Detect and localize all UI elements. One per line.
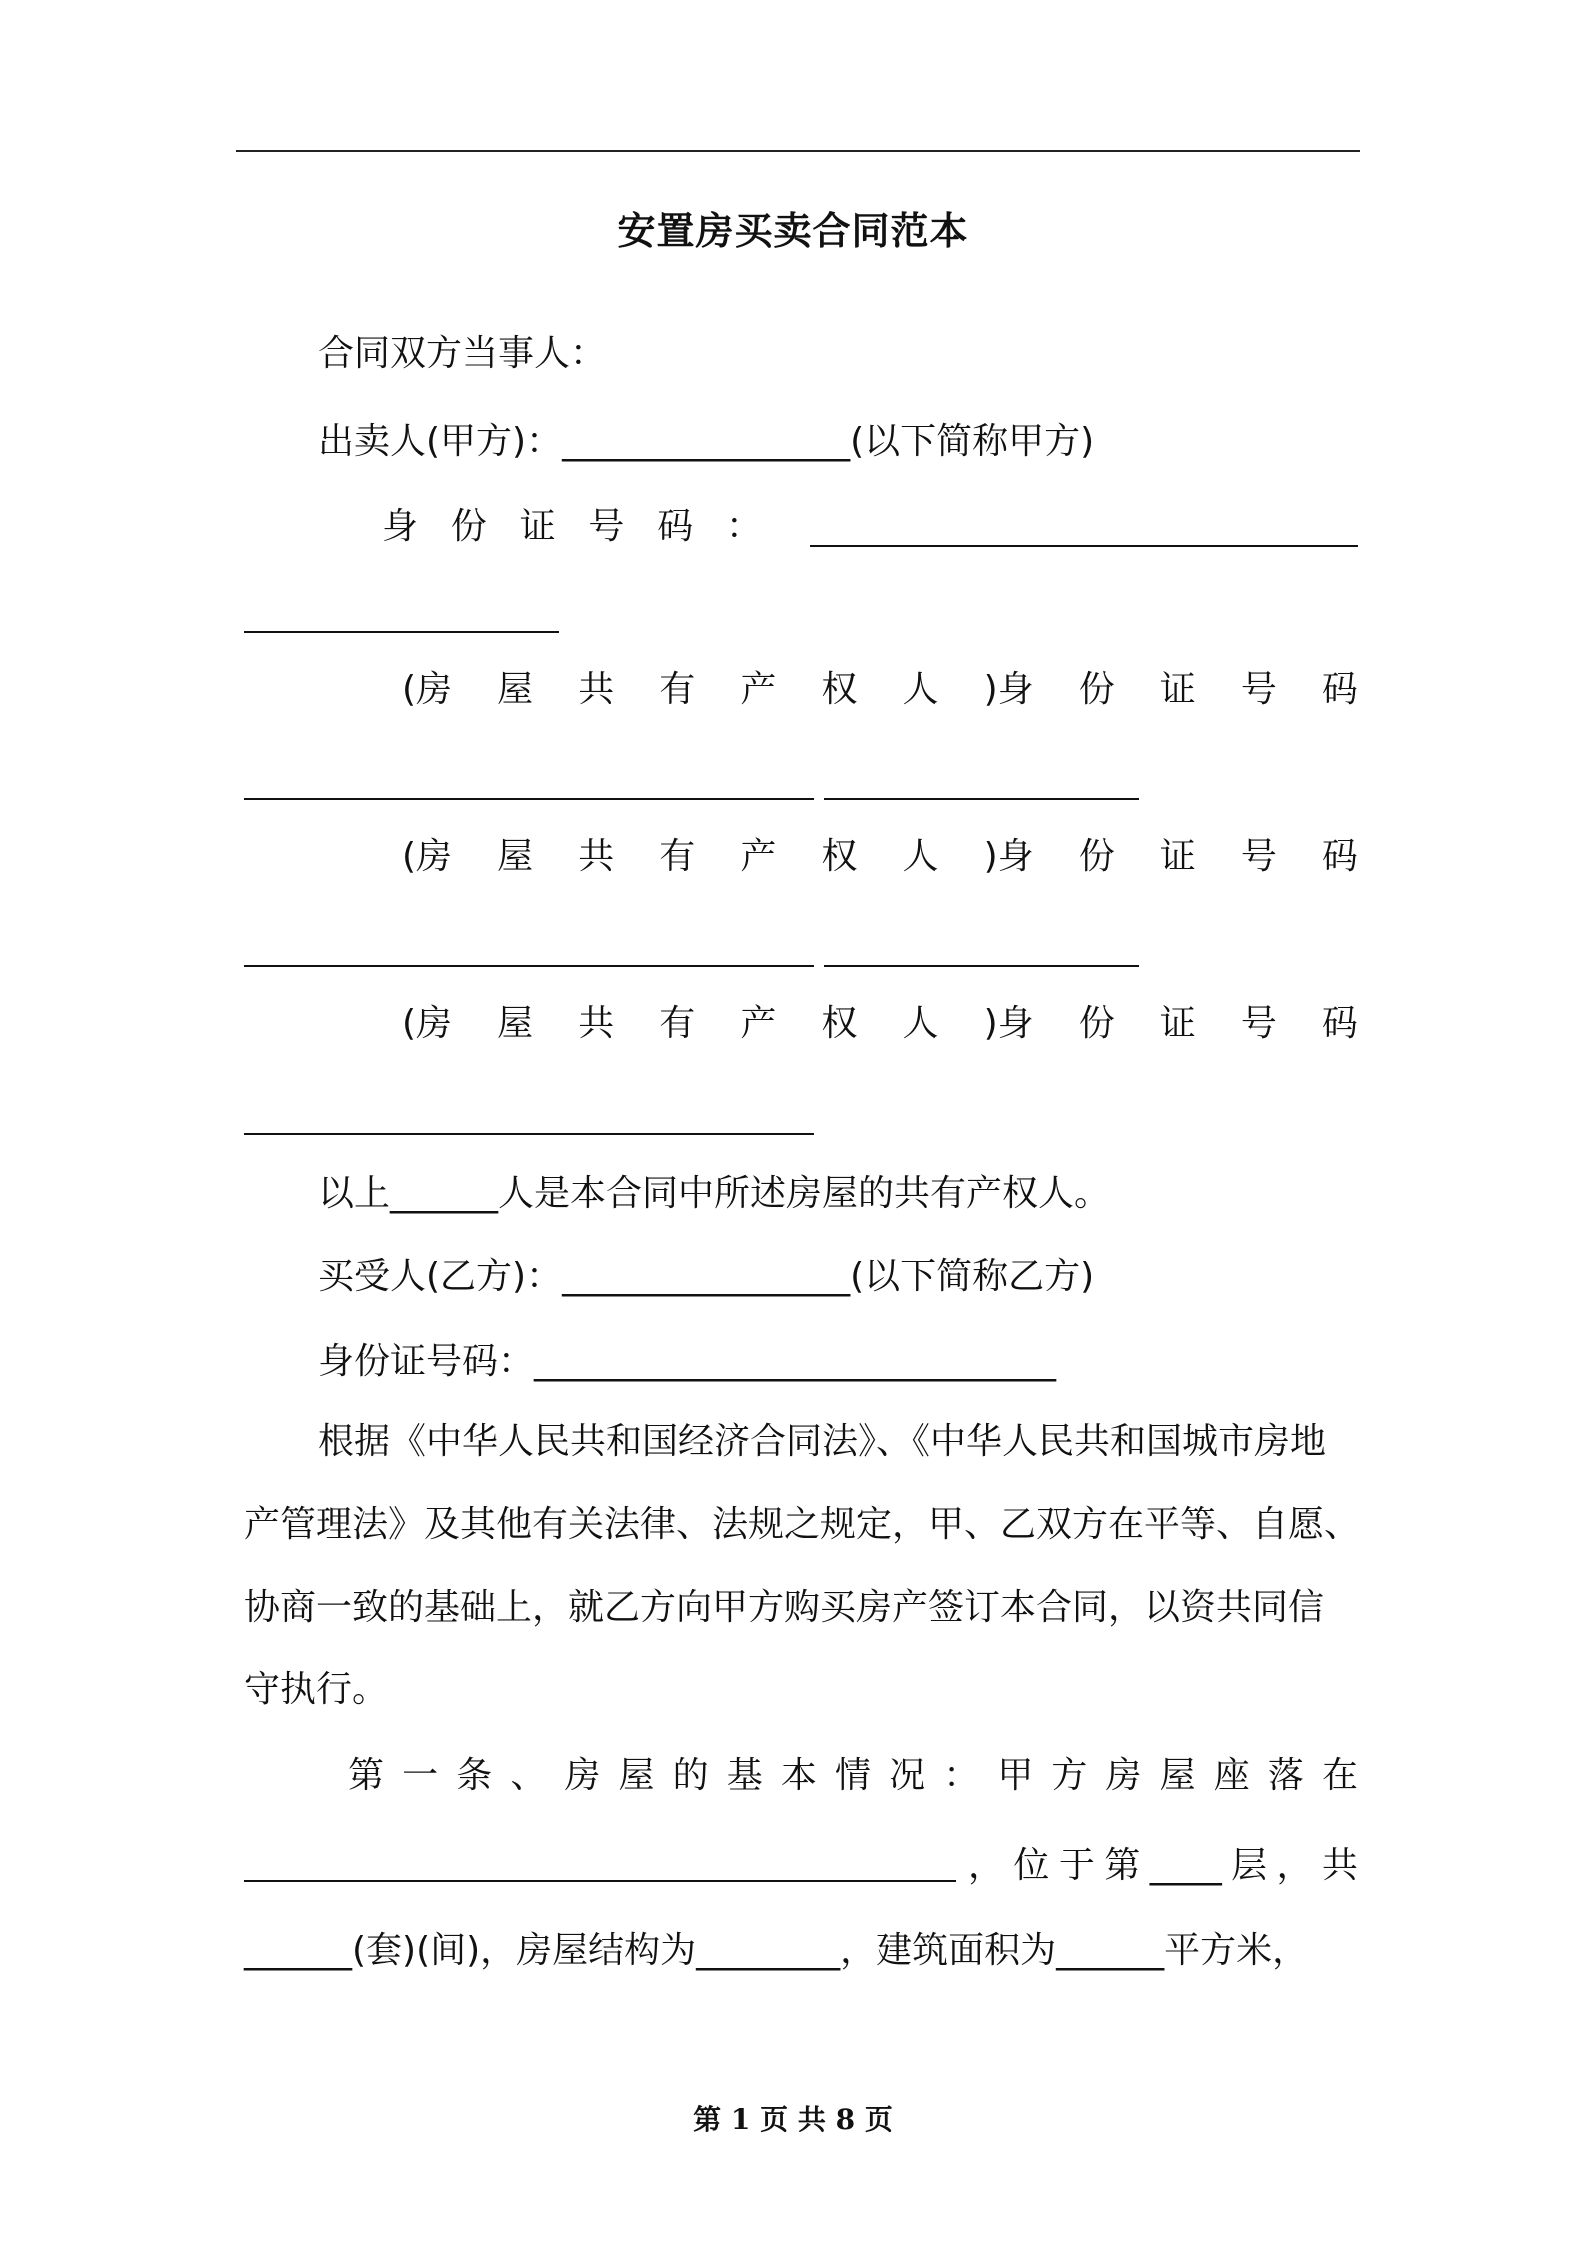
article-1-char: 条	[456, 1755, 493, 1796]
co-owner-id-char: 权	[821, 836, 858, 877]
article-1-floor-char: 共	[1321, 1845, 1358, 1886]
document-title: 安置房买卖合同范本	[617, 209, 969, 253]
article-1-char: 、	[510, 1755, 547, 1796]
parties-heading: 合同双方当事人：	[318, 333, 607, 374]
seller-line: 出卖人(甲方)：________________(以下简称甲方)	[318, 421, 1095, 462]
co-owner-id-char: )身	[983, 1003, 1034, 1044]
co-owner-id-label	[402, 1000, 1358, 1048]
co-owner-id-char: )身	[983, 669, 1034, 710]
co-owner-id-char: 有	[659, 669, 696, 710]
co-owner-id-char: 份	[1078, 836, 1115, 877]
co-owner-id-char: 屋	[497, 669, 534, 710]
article-1-floor-char: ，	[1276, 1845, 1313, 1886]
article-1-structure-line: ______(套)(间)，房屋结构为________，建筑面积为______平方米，	[244, 1930, 1309, 1971]
co-owner-id-char: 号	[1240, 669, 1277, 710]
co-owner-id-char: 有	[659, 836, 696, 877]
co-owner-id-char: 共	[578, 669, 615, 710]
article-1-char: 况	[889, 1755, 926, 1796]
co-owner-id-char: 号	[1240, 836, 1277, 877]
preamble-line: 产管理法》及其他有关法律、法规之规定，甲、乙双方在平等、自愿、	[244, 1504, 1361, 1545]
co-owner-id-label	[402, 833, 1358, 881]
article-1-char: ：	[943, 1755, 980, 1796]
co-owner-id-char: 码	[1321, 836, 1358, 877]
seller-id-char: 身	[382, 506, 419, 547]
location-blank	[244, 1880, 956, 1882]
co-owner-id-blank-cont	[824, 965, 1139, 967]
header-rule	[236, 150, 1360, 152]
buyer-id-line: 身份证号码：_____________________________	[318, 1341, 1057, 1382]
co-owner-id-char: 权	[821, 1003, 858, 1044]
article-1-char: 方	[1051, 1755, 1088, 1796]
seller-id-char: 份	[450, 506, 487, 547]
co-owner-id-char: (房	[402, 1003, 453, 1044]
article-1-floor-char: 第	[1104, 1845, 1141, 1886]
preamble-line: 守执行。	[244, 1669, 389, 1710]
co-owner-id-char: 屋	[497, 1003, 534, 1044]
co-owner-id-char: 产	[740, 1003, 777, 1044]
article-1-char: 的	[672, 1755, 709, 1796]
article-1-char: 基	[726, 1755, 763, 1796]
co-owner-id-char: 码	[1321, 1003, 1358, 1044]
co-owner-id-blank	[244, 965, 814, 967]
article-1-char: 第	[348, 1755, 385, 1796]
co-owner-id-label	[402, 666, 1358, 714]
co-owner-id-char: 人	[902, 836, 939, 877]
article-1-char: 屋	[618, 1755, 655, 1796]
co-owner-id-char: 共	[578, 836, 615, 877]
preamble-line: 协商一致的基础上，就乙方向甲方购买房产签订本合同，以资共同信	[244, 1587, 1325, 1628]
co-owner-id-char: (房	[402, 669, 453, 710]
seller-id-label	[382, 503, 762, 551]
co-owners-statement: 以上______人是本合同中所述房屋的共有产权人。	[318, 1173, 1111, 1214]
article-1-floor-char: 于	[1058, 1845, 1095, 1886]
article-1-char: 情	[834, 1755, 871, 1796]
co-owner-id-char: 屋	[497, 836, 534, 877]
co-owner-id-char: 份	[1078, 669, 1115, 710]
article-1-floor-char: 层	[1231, 1845, 1268, 1886]
co-owner-id-char: )身	[983, 836, 1034, 877]
seller-id-char: ：	[725, 506, 762, 547]
article-1-char: 座	[1213, 1755, 1250, 1796]
co-owner-id-char: 证	[1159, 1003, 1196, 1044]
co-owner-id-char: 权	[821, 669, 858, 710]
article-1-char: 在	[1321, 1755, 1358, 1796]
co-owner-id-blank-cont	[824, 798, 1139, 800]
article-1-char: 房	[564, 1755, 601, 1796]
buyer-line: 买受人(乙方)：________________(以下简称乙方)	[318, 1256, 1095, 1297]
seller-id-blank	[810, 545, 1358, 547]
co-owner-id-char: 证	[1159, 836, 1196, 877]
article-1-char: 甲	[997, 1755, 1034, 1796]
article-1-floor-char: ，	[968, 1845, 1005, 1886]
article-1-floor-char: ____	[1149, 1845, 1222, 1886]
seller-id-char: 证	[519, 506, 556, 547]
co-owner-id-char: 号	[1240, 1003, 1277, 1044]
article-1-char: 落	[1267, 1755, 1304, 1796]
article-1-char: 一	[402, 1755, 439, 1796]
co-owner-id-char: 产	[740, 669, 777, 710]
co-owner-id-char: 共	[578, 1003, 615, 1044]
preamble-line: 根据《中华人民共和国经济合同法》、《中华人民共和国城市房地	[318, 1421, 1327, 1462]
co-owner-id-char: 人	[902, 1003, 939, 1044]
co-owner-id-char: 份	[1078, 1003, 1115, 1044]
co-owner-id-blank	[244, 1133, 814, 1135]
seller-id-char: 码	[657, 506, 694, 547]
article-1-char: 屋	[1159, 1755, 1196, 1796]
co-owner-id-char: 有	[659, 1003, 696, 1044]
co-owner-id-char: 码	[1321, 669, 1358, 710]
co-owner-id-char: 人	[902, 669, 939, 710]
co-owner-id-char: 产	[740, 836, 777, 877]
seller-id-char: 号	[588, 506, 625, 547]
co-owner-id-char: 证	[1159, 669, 1196, 710]
page-indicator: 第 1 页 共 8 页	[693, 2103, 893, 2136]
article-1-floor-char: 位	[1013, 1845, 1050, 1886]
co-owner-id-blank	[244, 798, 814, 800]
seller-id-blank-cont	[244, 631, 559, 633]
article-1-floor-line	[968, 1842, 1358, 1890]
article-1-heading	[348, 1752, 1358, 1800]
article-1-char: 房	[1105, 1755, 1142, 1796]
article-1-char: 本	[780, 1755, 817, 1796]
co-owner-id-char: (房	[402, 836, 453, 877]
